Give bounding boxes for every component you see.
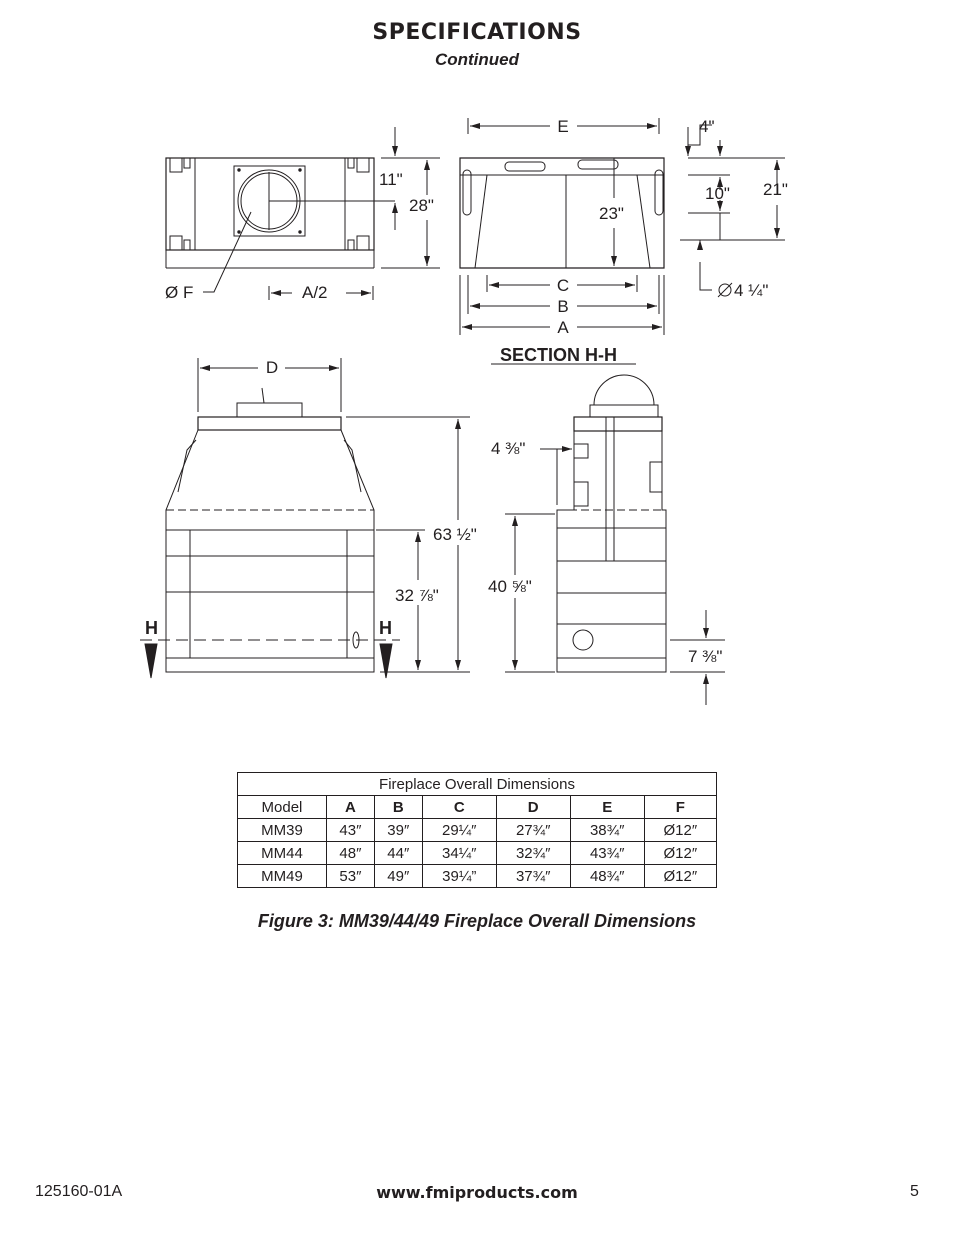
table-title-row [238, 773, 717, 796]
section-h-h-label: SECTION H-H [500, 345, 617, 365]
footer-website-link[interactable]: www.fmiproducts.com [376, 1183, 578, 1202]
top-view [166, 127, 440, 300]
dim-label-a-half: A/2 [302, 283, 328, 302]
table-cell: 48″ [326, 842, 374, 865]
page-subtitle: Continued [434, 50, 520, 69]
section-marker-h-right: H [379, 618, 392, 638]
dim-label-11in: 11" [379, 170, 403, 189]
front-view [140, 358, 470, 678]
column-header: F [644, 796, 716, 819]
dim-label-4-3-8in: 4 ⅜" [491, 439, 526, 458]
dim-label-21in: 21" [763, 180, 788, 199]
dimensions-table [237, 772, 717, 888]
page-number: 5 [910, 1183, 919, 1200]
table-cell: 34¼″ [422, 842, 496, 865]
dim-label-7-3-8in: 7 ⅜" [688, 647, 723, 666]
dim-label-10in: 10" [705, 184, 730, 203]
table-title: Fireplace Overall Dimensions [238, 773, 717, 796]
dim-label-32-7-8in: 32 ⅞" [395, 586, 439, 605]
dim-label-pipe-diameter: 4 ¼" [734, 281, 769, 300]
table-cell: MM44 [238, 842, 327, 865]
table-row [238, 819, 717, 842]
page-title: SPECIFICATIONS [372, 20, 582, 45]
figure-caption: Figure 3: MM39/44/49 Fireplace Overall Dimensions [257, 911, 697, 931]
table-cell: 32¾″ [496, 842, 570, 865]
column-header: B [374, 796, 422, 819]
table-cell: 27¾″ [496, 819, 570, 842]
table-cell: 39¼” [422, 865, 496, 888]
table-header-row [238, 796, 717, 819]
table-cell: Ø12″ [644, 819, 716, 842]
dim-label-c: C [556, 276, 570, 295]
table-cell: Ø12″ [644, 865, 716, 888]
table-cell: MM49 [238, 865, 327, 888]
document-number: 125160-01A [35, 1183, 123, 1200]
table-cell: 29¼″ [422, 819, 496, 842]
dim-label-40-5-8in: 40 ⅝" [488, 577, 532, 596]
table-cell: 48¾″ [570, 865, 644, 888]
column-header: D [496, 796, 570, 819]
table-cell: 43¾″ [570, 842, 644, 865]
dim-label-dia-f: Ø F [165, 283, 194, 302]
column-header: E [570, 796, 644, 819]
dim-label-e: E [557, 117, 569, 136]
column-header: Model [238, 796, 327, 819]
column-header: C [422, 796, 496, 819]
section-h-h-view [460, 118, 785, 364]
dim-label-b: B [557, 297, 569, 316]
table-cell: 39″ [374, 819, 422, 842]
table-cell: 38¾″ [570, 819, 644, 842]
table-cell: 44″ [374, 842, 422, 865]
dim-label-4in: 4" [699, 117, 715, 136]
table-cell: Ø12″ [644, 842, 716, 865]
table-cell: 43″ [326, 819, 374, 842]
column-header: A [326, 796, 374, 819]
pipe-diameter-icon [718, 283, 732, 297]
section-marker-h-left: H [145, 618, 158, 638]
dim-label-a: A [557, 318, 569, 337]
table-cell: MM39 [238, 819, 327, 842]
dim-label-63-1-2in: 63 ½" [433, 525, 477, 544]
table-row [238, 865, 717, 888]
table-row [238, 842, 717, 865]
table-cell: 37¾″ [496, 865, 570, 888]
dim-label-d: D [265, 358, 279, 377]
dim-label-23in: 23" [599, 204, 624, 223]
dim-label-28in: 28" [409, 196, 434, 215]
table-cell: 49″ [374, 865, 422, 888]
table-cell: 53″ [326, 865, 374, 888]
